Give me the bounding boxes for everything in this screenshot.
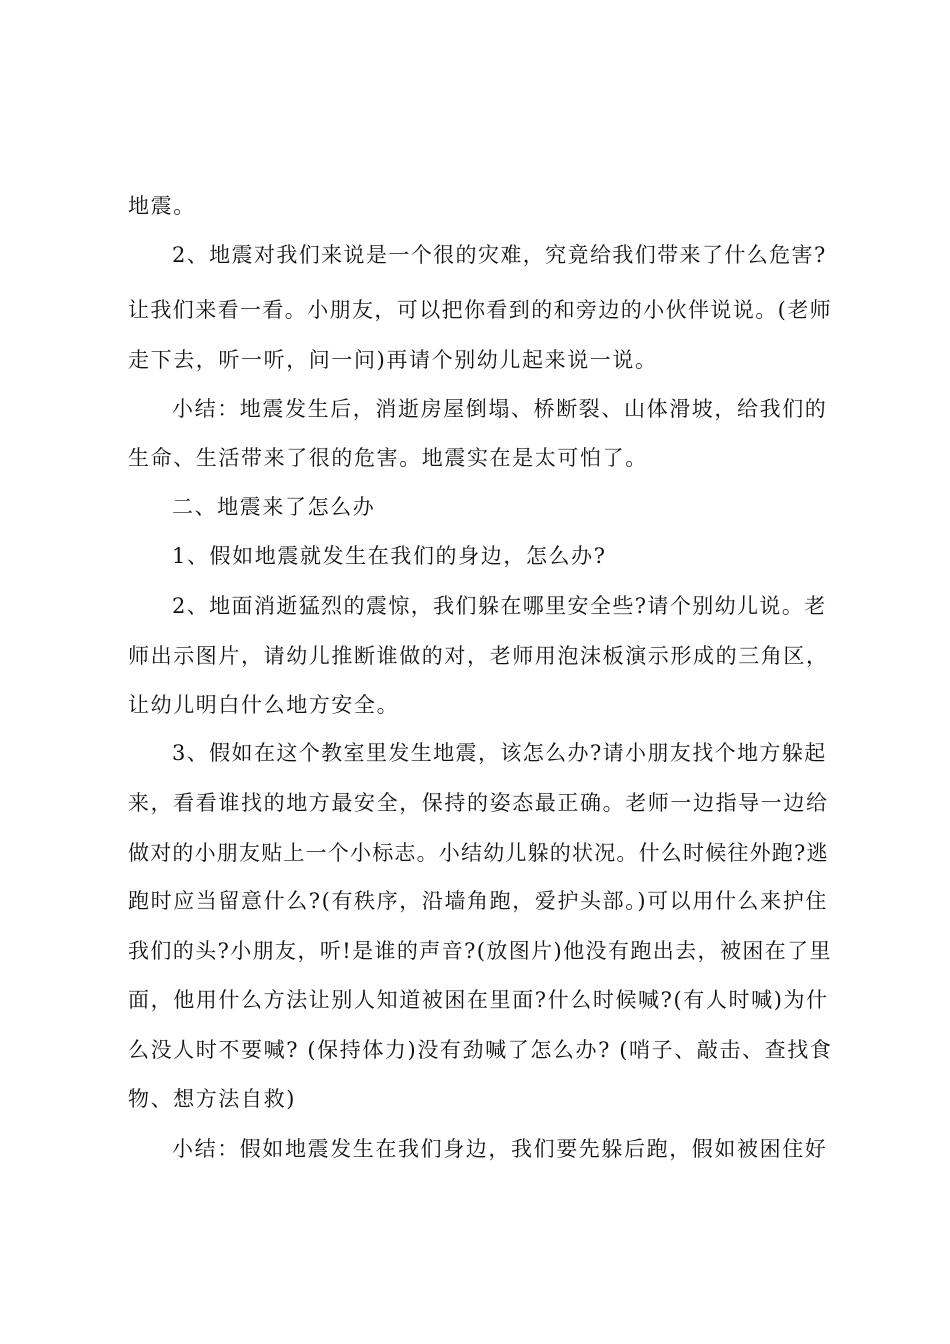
text-line-5: 小结：地震发生后，消逝房屋倒塌、桥断裂、山体滑坡，给我们的: [172, 397, 828, 421]
text-line-7: 二、地震来了怎么办: [172, 495, 376, 519]
text-line-14: 做对的小朋友贴上一个小标志。小结幼儿躲的状况。什么时候往外跑?逃: [128, 841, 829, 865]
text-line-19: 物、想方法自救): [128, 1087, 296, 1111]
text-line-2: 2、地震对我们来说是一个很的灾难，究竟给我们带来了什么危害?: [172, 243, 827, 267]
text-line-11: 让幼儿明白什么地方安全。: [128, 693, 400, 717]
text-line-8: 1、假如地震就发生在我们的身边，怎么办?: [172, 544, 607, 568]
text-line-1: 地震。: [128, 194, 196, 218]
text-line-20: 小结：假如地震发生在我们身边，我们要先躲后跑，假如被困住好: [172, 1137, 828, 1161]
text-line-15: 跑时应当留意什么?(有秩序，沿墙角跑，爱护头部。)可以用什么来护住: [128, 889, 828, 913]
text-line-12: 3、假如在这个教室里发生地震，该怎么办?请小朋友找个地方躲起: [172, 741, 827, 765]
text-line-17: 面，他用什么方法让别人知道被困在里面?什么时候喊?(有人时喊)为什: [128, 988, 829, 1012]
text-line-10: 师出示图片，请幼儿推断谁做的对，老师用泡沫板演示形成的三角区，: [128, 644, 829, 668]
text-line-3: 让我们来看一看。小朋友，可以把你看到的和旁边的小伙伴说说。(老师: [128, 298, 832, 322]
text-line-9: 2、地面消逝猛烈的震惊，我们躲在哪里安全些?请个别幼儿说。老: [172, 594, 827, 618]
text-line-6: 生命、生活带来了很的危害。地震实在是太可怕了。: [128, 446, 648, 470]
text-line-16: 我们的头?小朋友，听!是谁的声音?(放图片)他没有跑出去，被困在了里: [128, 939, 832, 963]
text-line-4: 走下去，听一听，问一问)再请个别幼儿起来说一说。: [128, 348, 658, 372]
text-line-18: 么没人时不要喊? (保持体力)没有劲喊了怎么办? (哨子、敲击、查找食: [128, 1038, 833, 1062]
text-line-13: 来，看看谁找的地方最安全，保持的姿态最正确。老师一边指导一边给: [128, 791, 829, 815]
